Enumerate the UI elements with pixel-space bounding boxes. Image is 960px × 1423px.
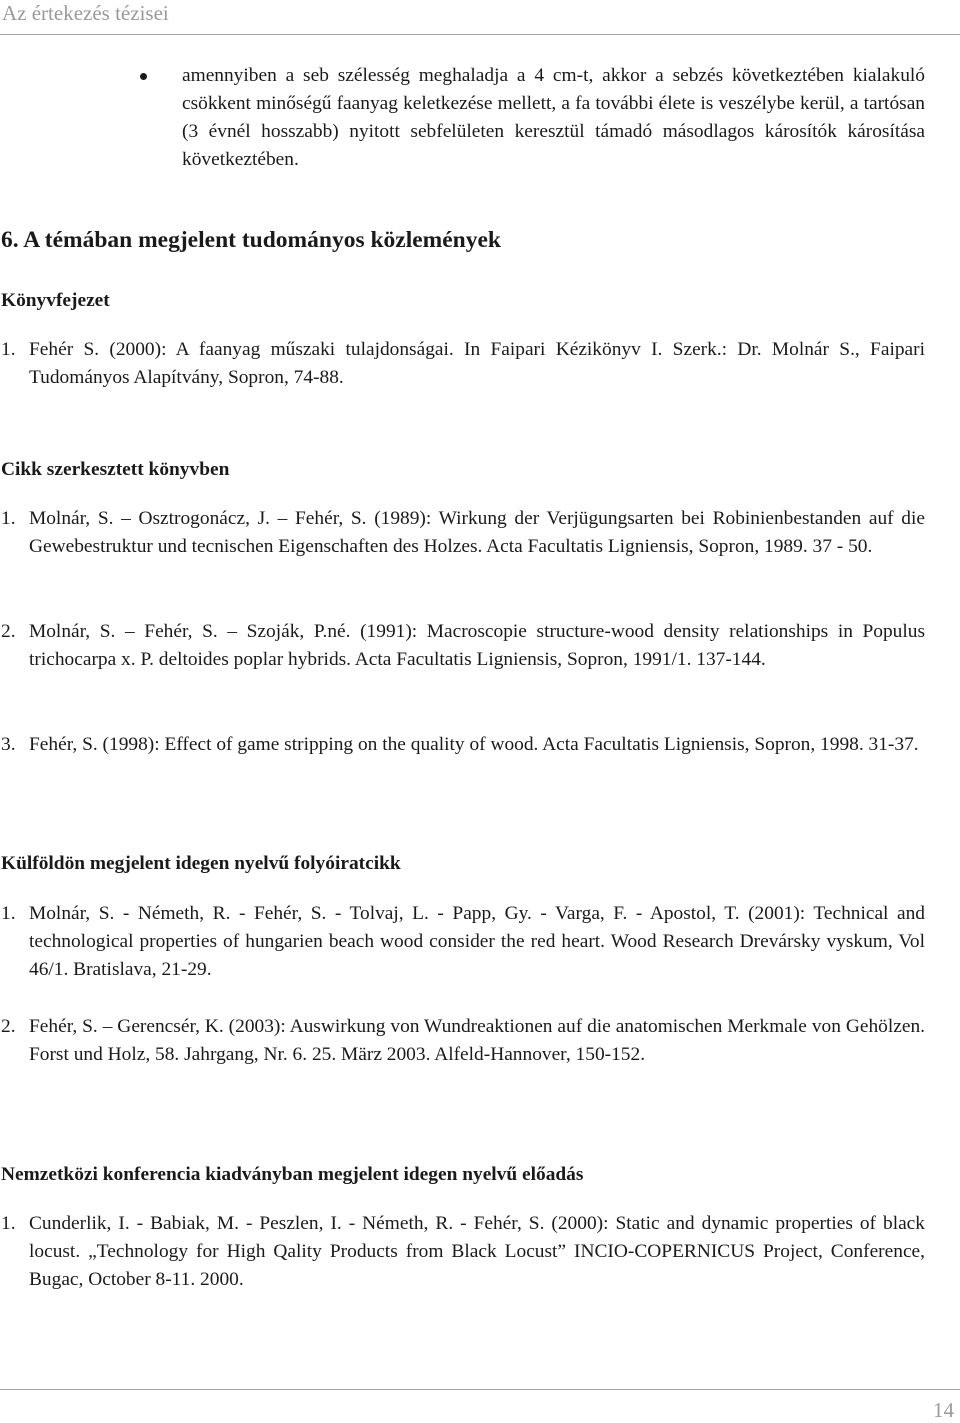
reference-text: Molnár, S. – Fehér, S. – Szoják, P.né. (1991): Macroscopie structure-wood density relationships in Populus trichocarpa x. P. deltoides poplar hybrids. Acta Facultatis Ligniensis, Sopron, 1991/1. 137-144. xyxy=(29,621,925,670)
section-title: 6. A témában megjelent tudományos közlemények xyxy=(1,227,502,253)
reference-text: Cunderlik, I. - Babiak, M. - Peszlen, I. - Németh, R. - Fehér, S. (2000): Static and dynamic properties of black locust. „Technology for High Qality Products from Black Locust” INCIO-COPERNICUS Project, Conference, Bugac, October 8-11. 2000. xyxy=(29,1213,925,1290)
reference-number: 3. xyxy=(1,734,16,755)
bullet-icon xyxy=(140,73,147,80)
reference-number: 2. xyxy=(1,1016,16,1037)
subheading-book-chapter: Könyvfejezet xyxy=(1,290,110,311)
reference-number: 1. xyxy=(1,339,16,360)
bullet-text: amennyiben a seb szélesség meghaladja a 4 cm-t, akkor a sebzés következtében kialakuló csökkent minőségű faanyag keletkezése mellett, a fa további élete is veszélybe kerül, a tartósan (3 évnél hosszabb) nyitott sebfelületen keresztül támadó másodlagos károsítók károsítása következtében. xyxy=(182,65,925,170)
reference-number: 1. xyxy=(1,1213,16,1234)
footer-divider xyxy=(0,1389,960,1390)
reference-number: 1. xyxy=(1,508,16,529)
reference-text: Fehér, S. – Gerencsér, K. (2003): Auswirkung von Wundreaktionen auf die anatomischen Merkmale von Gehölzen. Forst und Holz, 58. Jahrgang, Nr. 6. 25. März 2003. Alfeld-Hannover, 150-152. xyxy=(29,1016,925,1065)
subheading-foreign-journal-article: Külföldön megjelent idegen nyelvű folyóiratcikk xyxy=(1,853,401,874)
subheading-international-conference: Nemzetközi konferencia kiadványban megjelent idegen nyelvű előadás xyxy=(1,1164,584,1185)
reference-number: 2. xyxy=(1,621,16,642)
reference-text: Molnár, S. – Osztrogonácz, J. – Fehér, S. (1989): Wirkung der Verjügungsarten bei Robinienbestanden auf die Gewebestruktur und tecnischen Eigenschaften des Holzes. Acta Facultatis Ligniensis, Sopron, 1989. 37 - 50. xyxy=(29,508,925,557)
reference-text: Molnár, S. - Németh, R. - Fehér, S. - Tolvaj, L. - Papp, Gy. - Varga, F. - Apostol, T. (2001): Technical and technological properties of hungarien beach wood consider the red heart. Wood Research Drevársky vyskum, Vol 46/1. Bratislava, 21-29. xyxy=(29,903,925,980)
page-number: 14 xyxy=(933,1398,954,1422)
header-divider xyxy=(0,34,960,35)
subheading-edited-book-article: Cikk szerkesztett könyvben xyxy=(1,459,230,480)
running-header: Az értekezés tézisei xyxy=(2,1,169,25)
reference-number: 1. xyxy=(1,903,16,924)
reference-text: Fehér, S. (1998): Effect of game stripping on the quality of wood. Acta Facultatis Ligniensis, Sopron, 1998. 31-37. xyxy=(29,734,919,755)
reference-text: Fehér S. (2000): A faanyag műszaki tulajdonságai. In Faipari Kézikönyv I. Szerk.: Dr. Molnár S., Faipari Tudományos Alapítvány, Sopron, 74-88. xyxy=(29,339,925,388)
